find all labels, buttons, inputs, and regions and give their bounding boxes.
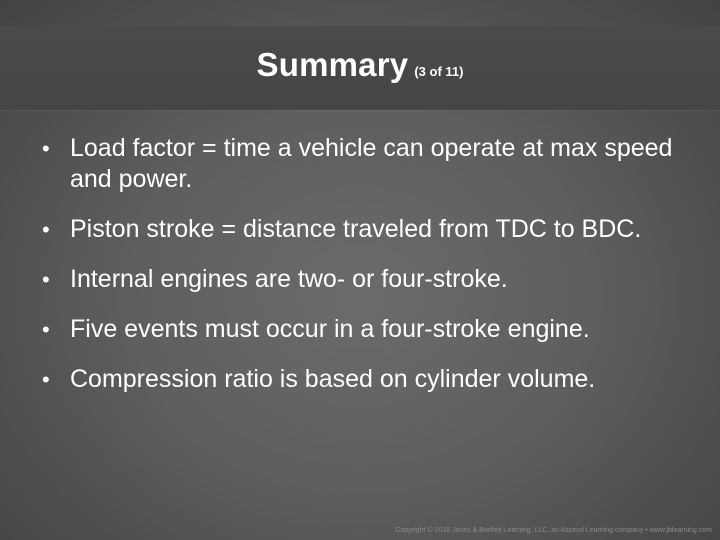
bullet-text: Five events must occur in a four-stroke engine. xyxy=(70,315,590,343)
title-text: Summary xyxy=(256,46,409,83)
bullet-item xyxy=(40,264,690,295)
bullet-text: Load factor = time a vehicle can operate at max speed and power. xyxy=(70,134,673,193)
bullet-item xyxy=(40,364,690,395)
slide-title xyxy=(0,46,720,84)
bullet-text: Compression ratio is based on cylinder volume. xyxy=(70,365,596,393)
copyright-notice: Copyright © 2018 Jones & Bartlett Learning, LLC, an Ascend Learning company • www.jblearning.com xyxy=(395,527,712,534)
bullet-item xyxy=(40,314,690,345)
title-page-indicator: (3 of 11) xyxy=(414,64,464,79)
bullet-item xyxy=(40,214,690,245)
bullet-list xyxy=(40,133,690,395)
bullet-icon: • xyxy=(42,136,50,161)
bullet-item xyxy=(40,133,690,195)
bullet-icon: • xyxy=(42,317,50,342)
bullet-icon: • xyxy=(42,367,50,392)
bullet-text: Internal engines are two- or four-stroke. xyxy=(70,265,508,293)
bullet-text: Piston stroke = distance traveled from TDC to BDC. xyxy=(70,215,642,243)
bullet-icon: • xyxy=(42,267,50,292)
bullet-icon: • xyxy=(42,217,50,242)
